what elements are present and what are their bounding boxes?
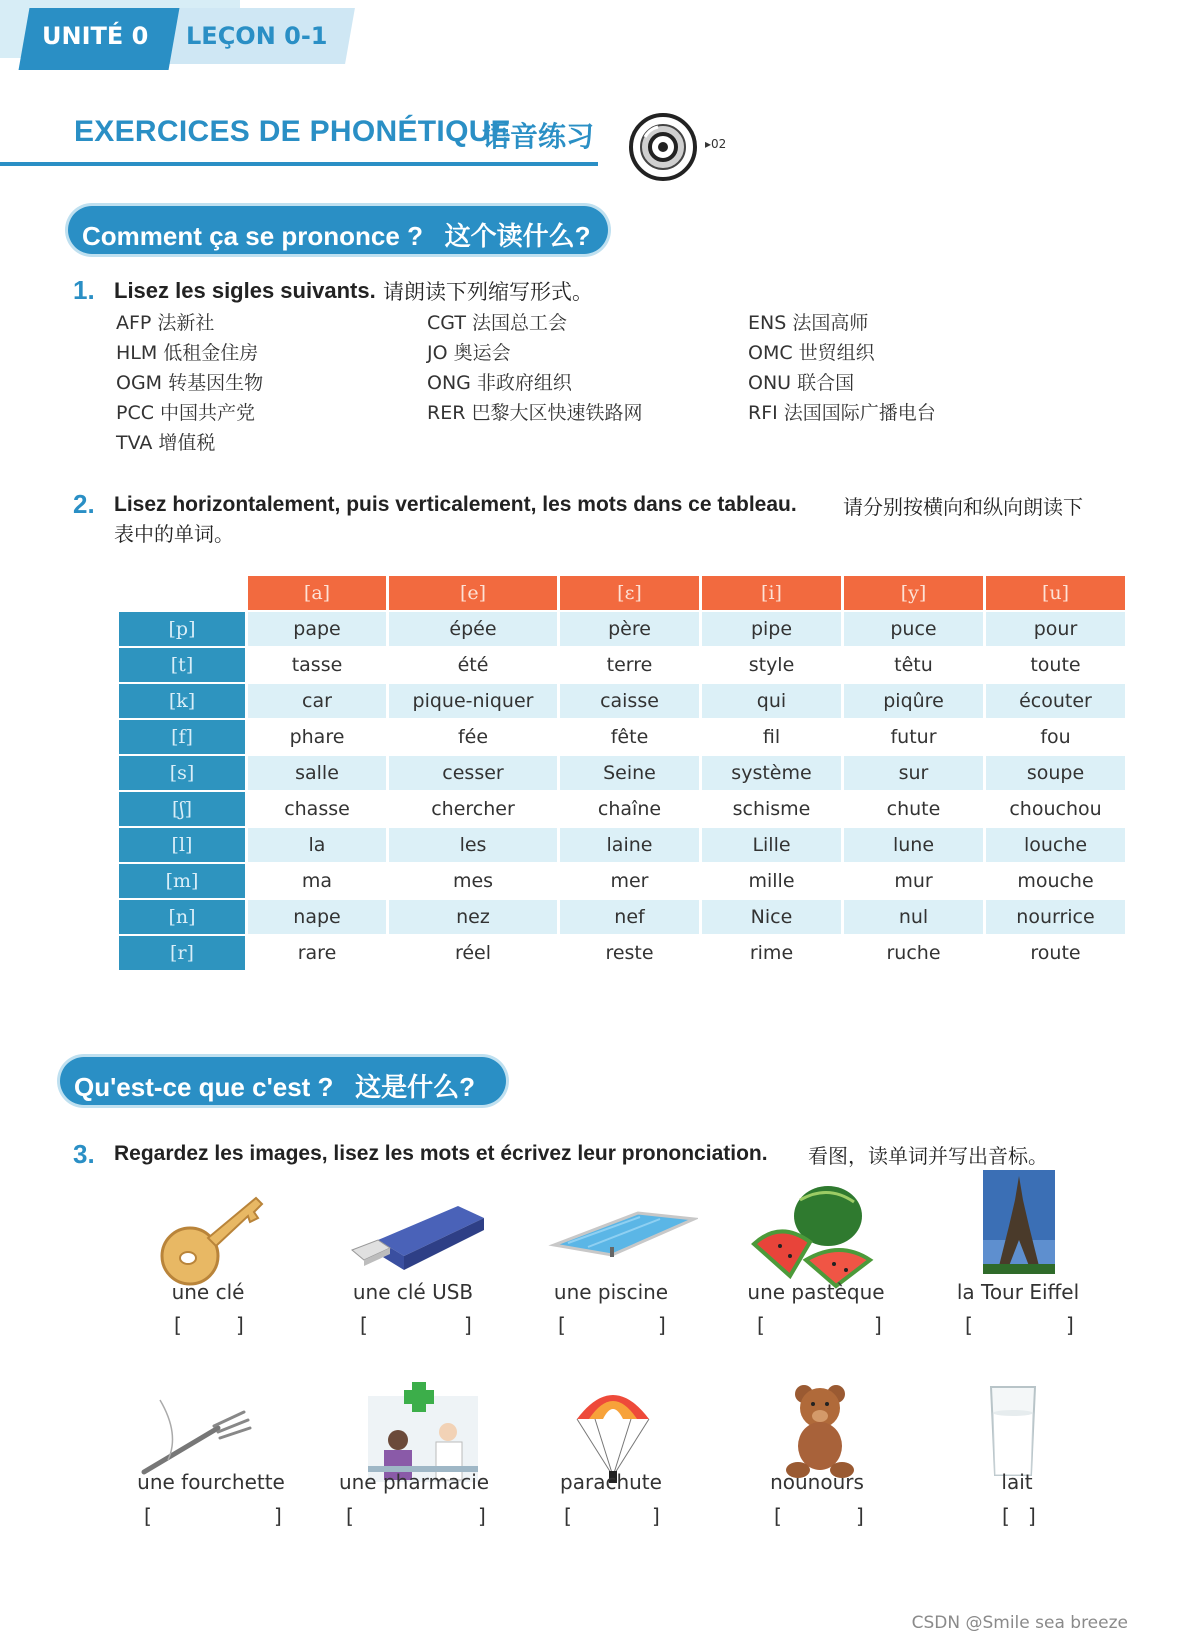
word-cell: Lille bbox=[702, 828, 841, 862]
word-cell: style bbox=[702, 648, 841, 682]
word-cell: pour bbox=[986, 612, 1125, 646]
word-cell: schisme bbox=[702, 792, 841, 826]
word-cell: Nice bbox=[702, 900, 841, 934]
word-cell: chute bbox=[844, 792, 983, 826]
answer-bracket-close[interactable]: ] bbox=[464, 1313, 472, 1337]
table-row bbox=[119, 648, 1125, 682]
word-cell: puce bbox=[844, 612, 983, 646]
vowel-header: [e] bbox=[389, 576, 557, 610]
word-cell: nez bbox=[389, 900, 557, 934]
word-cell: épée bbox=[389, 612, 557, 646]
acronym-item: PCC 中国共产党 bbox=[116, 402, 256, 424]
word-cell: nape bbox=[248, 900, 386, 934]
consonant-header: [m] bbox=[119, 864, 245, 898]
acronym-item: RFI 法国国际广播电台 bbox=[748, 402, 936, 424]
answer-bracket-close[interactable]: ] bbox=[874, 1313, 882, 1337]
watermelon-icon bbox=[750, 1180, 875, 1290]
fork-icon bbox=[140, 1390, 260, 1480]
consonant-header: [f] bbox=[119, 720, 245, 754]
lesson-label: LEÇON 0-1 bbox=[186, 22, 328, 50]
answer-bracket-close[interactable]: ] bbox=[856, 1504, 864, 1528]
answer-bracket-open[interactable]: [ bbox=[144, 1504, 152, 1528]
answer-bracket-close[interactable]: ] bbox=[658, 1313, 666, 1337]
picture-label: nounours bbox=[770, 1470, 864, 1494]
picture-label: une fourchette bbox=[137, 1470, 285, 1494]
word-cell: pique-niquer bbox=[389, 684, 557, 718]
word-cell: système bbox=[702, 756, 841, 790]
exercise-3-title-cn: 看图，读单词并写出音标。 bbox=[808, 1144, 1048, 1168]
answer-bracket-open[interactable]: [ bbox=[346, 1504, 354, 1528]
table-row bbox=[119, 684, 1125, 718]
acronym-item: OMC 世贸组织 bbox=[748, 342, 875, 364]
word-cell: mille bbox=[702, 864, 841, 898]
word-cell: louche bbox=[986, 828, 1125, 862]
word-cell: pape bbox=[248, 612, 386, 646]
word-cell: qui bbox=[702, 684, 841, 718]
exercise-2-title-cn-2: 表中的单词。 bbox=[114, 522, 234, 546]
word-cell: chaîne bbox=[560, 792, 699, 826]
consonant-header: [ʃ] bbox=[119, 792, 245, 826]
exercise-3-number: 3. bbox=[73, 1139, 95, 1169]
exercise-1-title: Lisez les sigles suivants. bbox=[114, 278, 376, 303]
answer-bracket-close[interactable]: ] bbox=[1066, 1313, 1074, 1337]
glass-of-milk-icon bbox=[987, 1383, 1039, 1479]
word-cell: les bbox=[389, 828, 557, 862]
answer-bracket-open[interactable]: [ bbox=[757, 1313, 765, 1337]
heading-what-fr: Qu'est-ce que c'est ? 这是什么? bbox=[74, 1072, 476, 1102]
answer-bracket-open[interactable]: [ bbox=[174, 1313, 182, 1337]
heading-pronounce-cn: 这个读什么? bbox=[444, 221, 591, 251]
word-cell: cesser bbox=[389, 756, 557, 790]
consonant-header: [l] bbox=[119, 828, 245, 862]
word-cell: père bbox=[560, 612, 699, 646]
phonetics-table bbox=[116, 574, 1128, 972]
answer-bracket-open[interactable]: [ bbox=[965, 1313, 973, 1337]
answer-bracket-open[interactable]: [ bbox=[564, 1504, 572, 1528]
word-cell: réel bbox=[389, 936, 557, 970]
word-cell: ruche bbox=[844, 936, 983, 970]
acronym-item: ONG 非政府组织 bbox=[427, 372, 572, 394]
vowel-header: [a] bbox=[248, 576, 386, 610]
exercise-2-number: 2. bbox=[73, 489, 95, 519]
acronym-item: HLM 低租金住房 bbox=[116, 342, 259, 364]
vowel-header: [y] bbox=[844, 576, 983, 610]
swimming-pool-icon bbox=[548, 1205, 698, 1265]
word-cell: écouter bbox=[986, 684, 1125, 718]
picture-label: une pharmacie bbox=[338, 1470, 490, 1494]
word-cell: laine bbox=[560, 828, 699, 862]
answer-bracket-close[interactable]: ] bbox=[1028, 1504, 1036, 1528]
word-cell: soupe bbox=[986, 756, 1125, 790]
word-cell: la bbox=[248, 828, 386, 862]
section-heading-pronounce bbox=[68, 206, 608, 254]
vowel-header: [u] bbox=[986, 576, 1125, 610]
word-cell: route bbox=[986, 936, 1125, 970]
consonant-header: [t] bbox=[119, 648, 245, 682]
word-cell: lune bbox=[844, 828, 983, 862]
word-cell: toute bbox=[986, 648, 1125, 682]
word-cell: reste bbox=[560, 936, 699, 970]
section-heading-what bbox=[60, 1057, 506, 1105]
word-cell: caisse bbox=[560, 684, 699, 718]
answer-bracket-close[interactable]: ] bbox=[478, 1504, 486, 1528]
word-cell: nef bbox=[560, 900, 699, 934]
word-cell: Seine bbox=[560, 756, 699, 790]
section-underline bbox=[0, 162, 598, 166]
word-cell: phare bbox=[248, 720, 386, 754]
word-cell: fée bbox=[389, 720, 557, 754]
teddy-bear-icon bbox=[782, 1380, 862, 1480]
word-cell: têtu bbox=[844, 648, 983, 682]
key-icon bbox=[158, 1190, 268, 1290]
heading-what-cn: 这是什么? bbox=[355, 1072, 476, 1102]
consonant-header: [k] bbox=[119, 684, 245, 718]
exercise-1-number: 1. bbox=[73, 275, 95, 305]
table-row bbox=[119, 936, 1125, 970]
picture-label: une piscine bbox=[553, 1280, 669, 1304]
eiffel-tower-icon bbox=[983, 1170, 1055, 1274]
word-cell: mes bbox=[389, 864, 557, 898]
exercise-2-title: Lisez horizontalement, puis verticalement, les mots dans ce tableau. bbox=[114, 493, 797, 516]
word-cell: futur bbox=[844, 720, 983, 754]
exercise-3-title: Regardez les images, lisez les mots et écrivez leur prononciation. bbox=[114, 1142, 768, 1165]
exercise-2-title-cn: 请分别按横向和纵向朗读下 bbox=[843, 495, 1083, 519]
acronym-item: ENS 法国高师 bbox=[748, 312, 869, 334]
picture-label: la Tour Eiffel bbox=[956, 1280, 1080, 1304]
acronym-item: CGT 法国总工会 bbox=[427, 312, 567, 334]
word-cell: mur bbox=[844, 864, 983, 898]
acronym-item: TVA 增值税 bbox=[116, 432, 216, 454]
picture-label: lait bbox=[1001, 1470, 1033, 1494]
word-cell: tasse bbox=[248, 648, 386, 682]
word-cell: rime bbox=[702, 936, 841, 970]
answer-bracket-close[interactable]: ] bbox=[652, 1504, 660, 1528]
acronym-item: RER 巴黎大区快速铁路网 bbox=[427, 402, 643, 424]
word-cell: chouchou bbox=[986, 792, 1125, 826]
vowel-header: [ɛ] bbox=[560, 576, 699, 610]
table-row bbox=[119, 720, 1125, 754]
answer-bracket-open[interactable]: [ bbox=[774, 1504, 782, 1528]
word-cell: ma bbox=[248, 864, 386, 898]
consonant-header: [n] bbox=[119, 900, 245, 934]
word-cell: rare bbox=[248, 936, 386, 970]
picture-label: une clé bbox=[171, 1280, 245, 1304]
table-row bbox=[119, 792, 1125, 826]
acronym-item: ONU 联合国 bbox=[748, 372, 855, 394]
word-cell: chercher bbox=[389, 792, 557, 826]
watermark-credit: CSDN @Smile sea breeze bbox=[911, 1613, 1128, 1633]
acronym-item: JO 奥运会 bbox=[427, 342, 511, 364]
picture-label: une clé USB bbox=[352, 1280, 474, 1304]
consonant-header: [r] bbox=[119, 936, 245, 970]
track-number: ▸02 bbox=[705, 137, 727, 151]
table-row bbox=[119, 864, 1125, 898]
word-cell: été bbox=[389, 648, 557, 682]
exercise-1-title-cn: 请朗读下列缩写形式。 bbox=[383, 280, 593, 304]
table-row bbox=[119, 756, 1125, 790]
audio-cd-icon[interactable] bbox=[628, 112, 698, 182]
consonant-header: [p] bbox=[119, 612, 245, 646]
picture-label: parachute bbox=[560, 1470, 662, 1494]
word-cell: mouche bbox=[986, 864, 1125, 898]
answer-bracket-open[interactable]: [ bbox=[558, 1313, 566, 1337]
section-title: EXERCICES DE PHONÉTIQUE bbox=[74, 115, 511, 148]
word-cell: fil bbox=[702, 720, 841, 754]
word-cell: mer bbox=[560, 864, 699, 898]
word-cell: salle bbox=[248, 756, 386, 790]
section-title-cn: 语音练习 bbox=[482, 120, 595, 153]
table-row bbox=[119, 612, 1125, 646]
word-cell: pipe bbox=[702, 612, 841, 646]
table-row bbox=[119, 900, 1125, 934]
answer-bracket-close[interactable]: ] bbox=[236, 1313, 244, 1337]
answer-bracket-close[interactable]: ] bbox=[274, 1504, 282, 1528]
answer-bracket-open[interactable]: [ bbox=[360, 1313, 368, 1337]
answer-bracket-open[interactable]: [ bbox=[1002, 1504, 1010, 1528]
word-cell: car bbox=[248, 684, 386, 718]
vowel-header: [i] bbox=[702, 576, 841, 610]
usb-key-icon bbox=[348, 1200, 488, 1280]
word-cell: terre bbox=[560, 648, 699, 682]
unit-label: UNITÉ 0 bbox=[42, 22, 149, 50]
word-cell: nourrice bbox=[986, 900, 1125, 934]
consonant-header: [s] bbox=[119, 756, 245, 790]
pharmacy-icon bbox=[368, 1382, 478, 1482]
heading-pronounce-fr: Comment ça se prononce ? 这个读什么? bbox=[82, 221, 591, 251]
word-cell: chasse bbox=[248, 792, 386, 826]
table-row bbox=[119, 828, 1125, 862]
word-cell: fête bbox=[560, 720, 699, 754]
acronym-item: AFP 法新社 bbox=[116, 312, 215, 334]
word-cell: piqûre bbox=[844, 684, 983, 718]
word-cell: nul bbox=[844, 900, 983, 934]
word-cell: sur bbox=[844, 756, 983, 790]
acronym-item: OGM 转基因生物 bbox=[116, 372, 264, 394]
table-corner bbox=[119, 576, 245, 610]
picture-label: une pastèque bbox=[747, 1280, 885, 1304]
word-cell: fou bbox=[986, 720, 1125, 754]
